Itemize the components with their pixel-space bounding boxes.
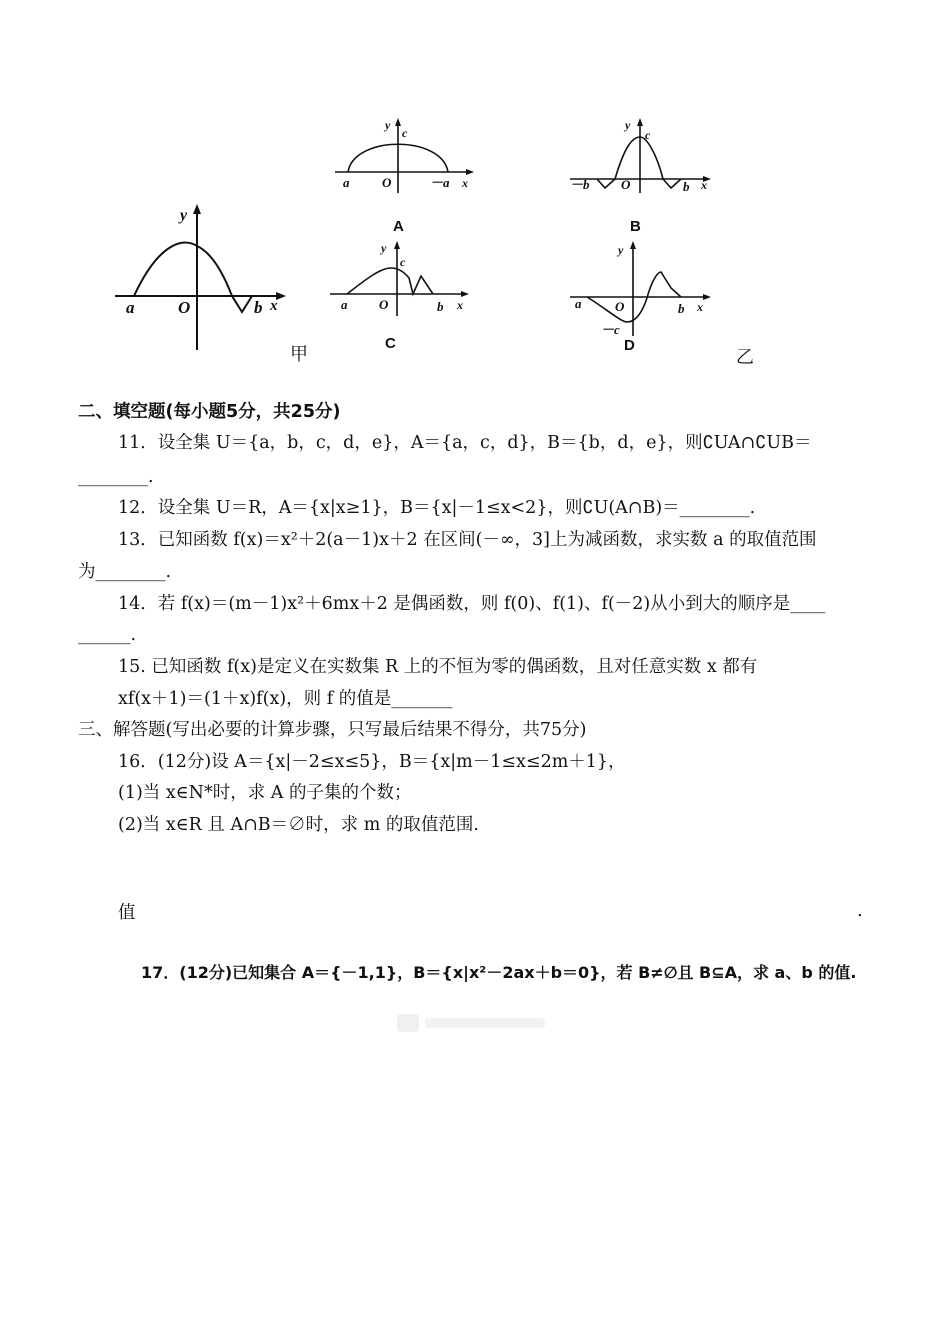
neg-b-label: －b [570,177,590,192]
x-axis-label: x [697,300,703,314]
y-axis-label: y [381,241,387,255]
figure-d-graph [565,238,715,338]
c-label: c [402,126,408,140]
caption-b: B [630,218,641,235]
x-axis-label: x [701,178,707,192]
x-axis-label: x [457,298,463,312]
question-16-stem: 16．(12分)设 A＝{x|－2≤x≤5}，B＝{x|m－1≤x≤2m＋1}， [118,752,626,772]
figure-c-graph [325,238,475,318]
c-label: c [645,128,651,142]
a-label: a [343,175,350,190]
origin-label: O [379,297,389,312]
origin-label: O [615,299,625,314]
neg-c-label: －c [601,322,620,337]
figure-b-graph [565,115,720,195]
origin-label: O [178,298,191,317]
y-axis-label: y [625,118,631,132]
b-label: b [678,301,685,316]
b-label: b [683,179,690,194]
figure-jia-graph [110,200,290,360]
b-label: b [437,299,444,314]
stray-dot: . [857,900,863,921]
caption-d: D [624,337,635,354]
origin-label: O [382,175,392,190]
question-13-line-2: 为________. [78,562,172,582]
y-axis-label: y [618,243,624,257]
question-11-line-1: 11．设全集 U＝{a，b，c，d，e}，A＝{a，c，d}，B＝{b，d，e}，则∁UA∩∁UB＝ [118,433,812,453]
c-label: c [400,255,406,269]
section-2-heading: 二、填空题(每小题5分，共25分) [78,402,341,422]
stray-text: 值 [118,903,136,923]
x-axis-label: x [462,176,468,190]
section-3-heading: 三、解答题(写出必要的计算步骤，只写最后结果不得分，共75分) [78,720,587,740]
question-15-line-1: 15. 已知函数 f(x)是定义在实数集 R 上的不恒为零的偶函数，且对任意实数 x 都有 [118,657,758,677]
question-17: 17．(12分)已知集合 A＝{－1,1}，B＝{x|x²－2ax＋b＝0}，若 B≠∅且 B⊆A，求 a、b 的值. [141,963,857,982]
question-15-line-2: xf(x＋1)＝(1＋x)f(x)，则 f 的值是_______ [118,689,453,709]
y-axis-label: y [385,118,391,132]
y-axis-label: y [180,207,188,224]
b-label: b [254,298,263,317]
question-14-line-2: ______. [78,625,137,645]
x-axis-label: x [270,298,278,314]
caption-yi: 乙 [736,347,754,368]
origin-label: O [621,177,631,192]
a-label: a [126,298,135,317]
figure-a-graph [330,115,480,195]
watermark-logo [395,1010,565,1036]
a-label: a [575,296,582,311]
question-12: 12．设全集 U＝R，A＝{x|x≥1}，B＝{x|－1≤x<2}，则∁U(A∩B)＝________. [118,498,756,518]
caption-c: C [385,335,396,352]
question-11-line-2: ________. [78,467,154,487]
question-16-part-2: (2)当 x∈R 且 A∩B＝∅时，求 m 的取值范围. [118,815,479,835]
caption-a: A [393,218,404,235]
question-16-part-1: (1)当 x∈N*时，求 A 的子集的个数； [118,783,412,803]
question-13-line-1: 13．已知函数 f(x)＝x²＋2(a－1)x＋2 在区间(－∞，3]上为减函数，求实数 a 的取值范围 [118,530,817,550]
caption-jia: 甲 [290,344,308,365]
question-14-line-1: 14．若 f(x)＝(m－1)x²＋6mx＋2 是偶函数，则 f(0)、f(1)、f(－2)从小到大的顺序是____ [118,594,826,614]
neg-a-label: －a [430,175,450,190]
a-label: a [341,297,348,312]
